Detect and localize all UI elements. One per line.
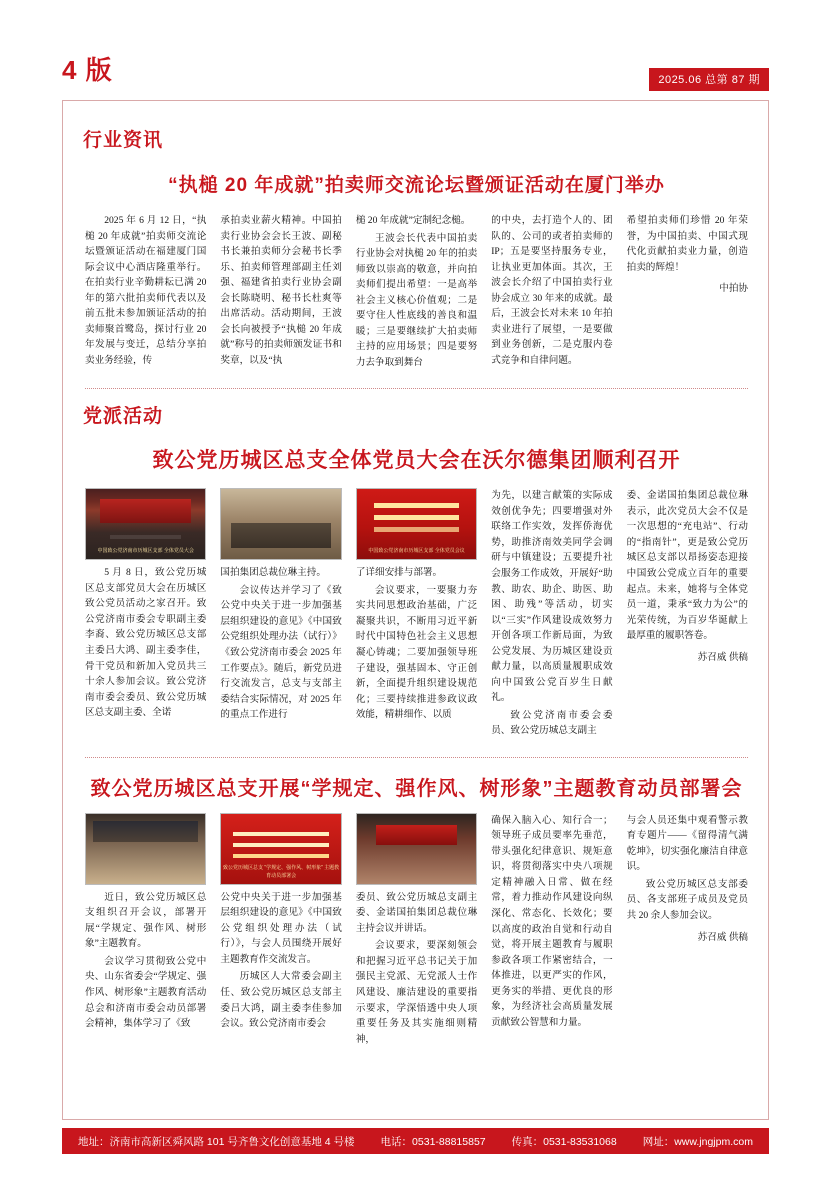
paragraph: 致公党济南市委会委员、致公党历城总支副主 [491, 709, 613, 737]
red-banner-photo [356, 488, 477, 560]
article-column [356, 488, 477, 741]
article-column [356, 813, 477, 1049]
footer-address: 地址：济南市高新区舜风路 101 号齐鲁文化创意基地 4 号楼 [78, 1135, 355, 1148]
conference-room-photo [220, 488, 341, 560]
paragraph: 2025 年 6 月 12 日，“执槌 20 年成就”拍卖师交流论坛暨颁证活动在福建厦门国际会议中心酒店隆重举行。在拍卖行业辛勤耕耘已满 20 年的第六批拍卖师代表以及前五批未参加颁证活动的拍卖师聚首鹭岛，探讨行业 20 年发展与变迁，总结分享拍卖业务经验，传 [85, 215, 207, 366]
article-columns-2 [77, 488, 756, 741]
page-footer [62, 1128, 769, 1154]
paragraph: 王波会长代表中国拍卖行业协会对执槌 20 年的拍卖师致以崇高的敬意，并向拍卖师们提出希望：一是高举社会主义核心价值观；二是要守住人性底线的善良和温暖；三是要继续扩大拍卖师主持的应用场景；四是要努力去争取到舞台 [355, 232, 478, 368]
article-column [220, 813, 341, 1049]
paragraph: 会议要求，要深刻领会和把握习近平总书记关于加强民主党派、无党派人士作风建设、廉洁建设的重要指示要求，学深悟透中央人项重要任务及其实施细则精神， [355, 940, 478, 1045]
paragraph: 承拍卖业薪火精神。中国拍卖行业协会会长王波、副秘书长兼拍卖师分会秘书长季乐、拍卖师管理部副主任刘强、福建省拍卖行业协会副会长陈晓明、秘书长杜爽等出席活动。活动期间，王波会长向被授予“执槌 20 年成就”称号的拍卖师颁发证书和奖章，以及“执 [220, 215, 342, 366]
paragraph: 与会人员还集中观看警示教育专题片——《留得清气满乾坤》，切实强化廉洁自律意识。 [626, 814, 749, 873]
paragraph: 委员、致公党历城总支副主委、金诺国拍集团总裁位琳主持会议并讲话。 [355, 891, 478, 934]
photo-caption: 致公党历城区总支 “学规定、强作风、树形象” 主题教育动员部署会 [223, 864, 340, 879]
article-column [85, 813, 206, 1049]
article-signature: 苏召威 供稿 [697, 651, 749, 663]
article-column [491, 813, 612, 1049]
article-signature: 苏召威 供稿 [697, 931, 749, 943]
article-column [491, 213, 612, 372]
paragraph: 了详细安排与部署。 [355, 567, 443, 579]
headline-party-meeting: 致公党历城区总支全体党员大会在沃尔德集团顺利召开 [152, 449, 681, 473]
paragraph: 确保入脑入心、知行合一；领导班子成员要率先垂范，带头强化纪律意识、规矩意识，将贯彻落实中央八项规定精神融入日常、做在经常，着力推动作风建设向纵深化、常态化、长效化；要以高度的政治自觉和行动自觉，将开展主题教育与履职参政各项工作紧密结合，一体推进，以更严实的作风，更务实的举措、更优良的形象，为经济社会高质量发展贡献致公智慧和力量。 [491, 814, 613, 1028]
headline-theme-education: 致公党历城区总支开展“学规定、强作风、树形象”主题教育动员部署会 [90, 777, 743, 800]
article-signature: 中拍协 [719, 283, 749, 295]
article-column [85, 488, 206, 741]
paragraph: 历城区人大常委会副主任、致公党历城区总支部主委吕大鸿，副主委李佳参加会议。致公党济南市委会 [220, 971, 342, 1030]
article-column [627, 813, 748, 1049]
photo-caption: 中国致公党济南市历城区支部 全体党员大会 [97, 548, 194, 555]
paragraph: 的中央，去打造个人的、团队的、公司的或者拍卖师的 IP；五是要坚持服务专业，让执业更加体面。其次，王波会长介绍了中国拍卖行业协会成立 30 年来的成就。最后，王波会长对未来 10 年拍卖业进行了展望，一是要做到业务创新，二是克服内卷式竞争和自律问题。 [491, 215, 613, 366]
red-theme-banner-photo [220, 813, 341, 885]
paragraph: 槌 20 年成就”定制纪念槌。 [355, 215, 471, 226]
photo-caption: 中国致公党济南市历城区支部 全体党员会议 [368, 548, 465, 555]
paragraph: 希望拍卖师们珍惜 20 年荣誉，为中国拍卖、中国式现代化贡献拍卖业力量，创造拍卖的辉煌！ [626, 215, 749, 273]
page-number: 4 版 [62, 55, 113, 85]
footer-fax: 传真：0531-83531068 [511, 1135, 617, 1148]
article-column [220, 213, 341, 372]
paragraph: 公党中央关于进一步加强基层组织建设的意见》《中国致公党组织处理办法（试行）》，与会人员围绕开展好主题教育作交流发言。 [220, 891, 342, 965]
article-column [491, 488, 612, 741]
article-column [356, 213, 477, 372]
paragraph: 5 月 8 日，致公党历城区总支部党员大会在历城区致公党员活动之家召开。致公党济南市委会专职副主委李裔、致公党历城区总支部主委吕大鸿、副主委李佳，骨干党员和新加入党员共三十余人参加会议。致公党济南市委会委员、致公党历城区总支副主委、全诺 [85, 567, 207, 719]
headline-industry-news: “执槌 20 年成就”拍卖师交流论坛暨颁证活动在厦门举办 [168, 175, 665, 196]
section-label-party-activity: 党派活动 [83, 406, 164, 428]
article-column [627, 488, 748, 741]
content-frame [62, 100, 769, 1120]
paragraph: 国拍集团总裁位琳主持。 [220, 567, 326, 579]
section-divider [85, 757, 748, 758]
article-columns-1 [77, 213, 756, 372]
article-columns-3 [77, 813, 756, 1049]
article-column [85, 213, 206, 372]
issue-tag: 2025.06 总第 87 期 [649, 68, 769, 91]
paragraph: 会议要求，一要聚力夯实共同思想政治基础，广泛凝聚共识，不断用习近平新时代中国特色社会主义思想凝心铸魂；二要加强领导班子建设，强基固本、守正创新，全面提升组织建设规范化；三要持续推进参政议政效能，精耕细作、以质 [355, 584, 478, 721]
paragraph: 致公党历城区总支部委员、各支部班子成员及党员共 20 余人参加会议。 [626, 878, 749, 921]
footer-website[interactable]: 网址：www.jngjpm.com [642, 1135, 753, 1148]
paragraph: 为先，以建言献策的实际成效创优争先；四要增强对外联络工作实效，发挥侨海优势，助推济南效美同学会调研与中镇建设；五要提升社会服务工作成效，开展好“助教、助农、助企、助医、助困、助残”等活动，切实以“三实”作风建设成效努力开创各项工作新局面，为致公党发展、为历城区建设贡献力量，以高质量履职成效向中国致公党百岁生日献礼。 [491, 490, 613, 704]
section-label-industry-news: 行业资讯 [83, 130, 164, 151]
paragraph: 会议传达并学习了《致公党中央关于进一步加强基层组织建设的意见》《中国致公党组织处理办法（试行）》《致公党济南市委会 2025 年工作要点》。随后，新党员进行交流发言，总支与支部主委结合实际情况，对 2025 年的重点工作进行 [220, 584, 342, 721]
paragraph: 委、金诺国拍集团总裁位琳表示，此次党员大会不仅是一次思想的“充电站”、行动的“指南针”，更是致公党历城区总支部以昂扬姿态迎接中国致公党成立百年的重要起点。未来，她将与全体党员一道，秉承“致力为公”的光荣传统，为百岁华诞献上最厚重的履职答卷。 [626, 490, 749, 642]
article-column [627, 213, 748, 372]
article-column [220, 488, 341, 741]
paragraph: 近日，致公党历城区总支组织召开会议，部署开展“学规定、强作风、树形象”主题教育。 [85, 891, 207, 950]
speaker-stage-photo [356, 813, 477, 885]
section-divider [85, 388, 748, 389]
content-inner [77, 113, 756, 1049]
footer-phone: 电话：0531-88815857 [380, 1135, 486, 1148]
training-room-photo [85, 813, 206, 885]
meeting-backdrop-photo [85, 488, 206, 560]
paragraph: 会议学习贯彻致公党中央、山东省委会“学规定、强作风、树形象”主题教育活动总会和济南市委会动员部署会精神，集体学习了《致 [85, 955, 207, 1030]
